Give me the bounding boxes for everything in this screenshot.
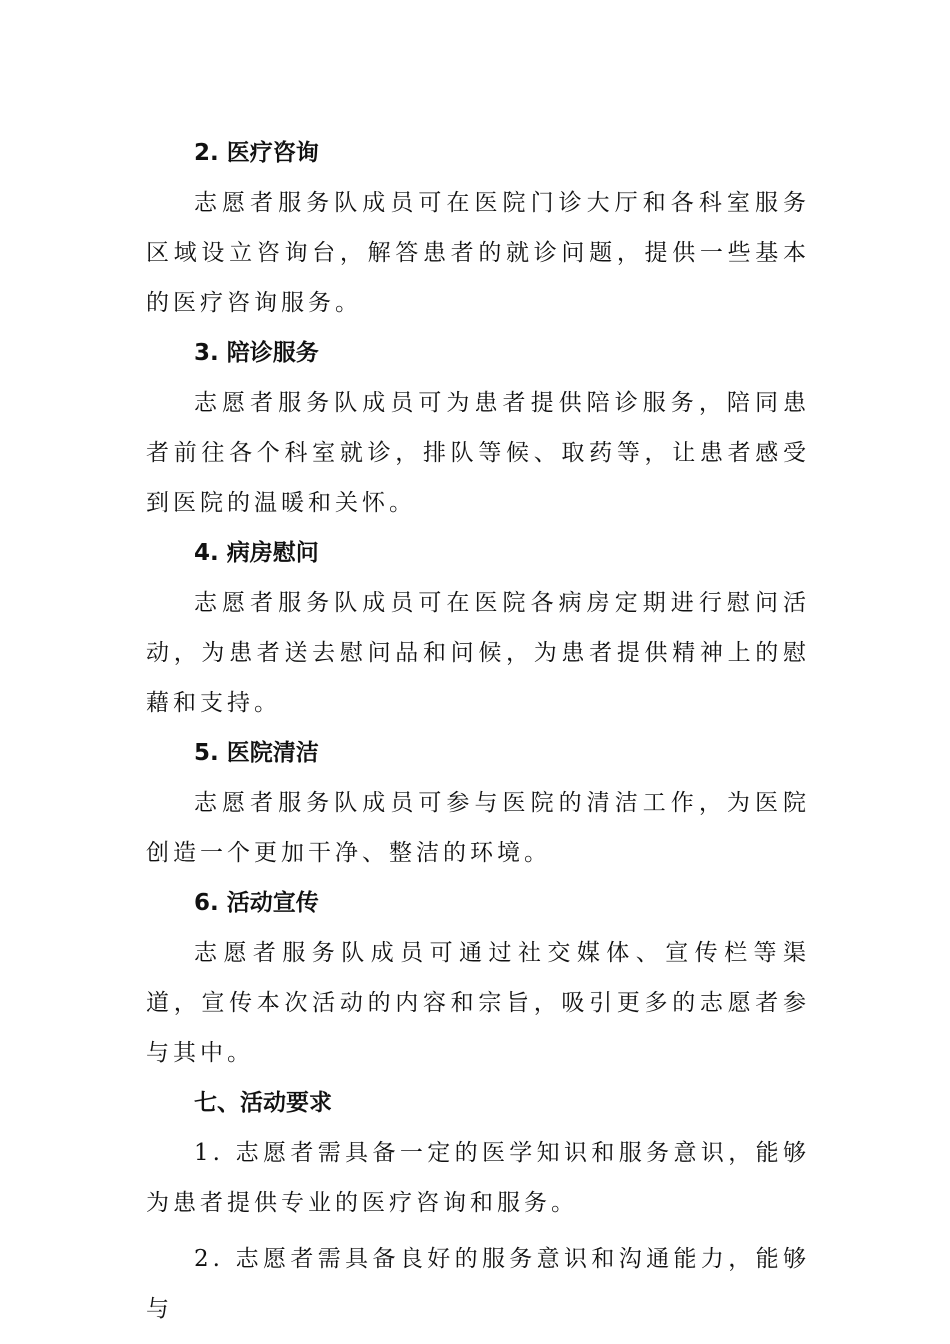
section-heading-medical-consultation: 2. 医疗咨询 — [194, 140, 319, 166]
section-paragraph-hospital-cleaning: 志愿者服务队成员可参与医院的清洁工作，为医院创造一个更加干净、整洁的环境。 — [146, 790, 810, 866]
section-heading-escort-service: 3. 陪诊服务 — [194, 340, 319, 366]
section-heading-activity-promotion: 6. 活动宣传 — [194, 890, 319, 916]
section-paragraph-activity-promotion: 志愿者服务队成员可通过社交媒体、宣传栏等渠道，宣传本次活动的内容和宗旨，吸引更多的志愿者参与其中。 — [146, 940, 810, 1066]
requirement-item-1: 1. 志愿者需具备一定的医学知识和服务意识，能够为患者提供专业的医疗咨询和服务。 — [146, 1140, 810, 1216]
section-paragraph-medical-consultation: 志愿者服务队成员可在医院门诊大厅和各科室服务区域设立咨询台，解答患者的就诊问题，提供一些基本的医疗咨询服务。 — [146, 190, 810, 316]
section-paragraph-ward-visit: 志愿者服务队成员可在医院各病房定期进行慰问活动，为患者送去慰问品和问候，为患者提供精神上的慰藉和支持。 — [146, 590, 810, 716]
chapter-heading-activity-requirements: 七、活动要求 — [194, 1090, 332, 1116]
section-heading-hospital-cleaning: 5. 医院清洁 — [194, 740, 319, 766]
document-body — [146, 128, 810, 1334]
section-heading-ward-visit: 4. 病房慰问 — [194, 540, 319, 566]
requirement-item-2: 2. 志愿者需具备良好的服务意识和沟通能力，能够与 — [146, 1246, 810, 1322]
section-paragraph-escort-service: 志愿者服务队成员可为患者提供陪诊服务，陪同患者前往各个科室就诊，排队等候、取药等，让患者感受到医院的温暖和关怀。 — [146, 390, 810, 516]
